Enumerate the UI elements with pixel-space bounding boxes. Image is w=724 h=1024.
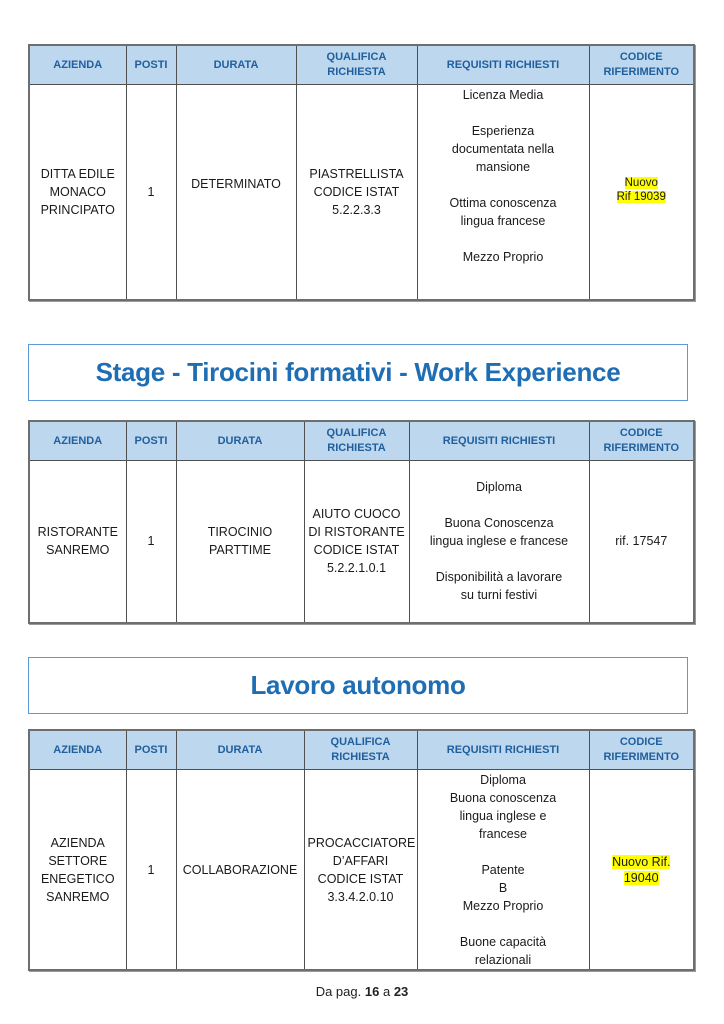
requisito-line: Ottima conoscenza	[449, 196, 557, 210]
table-row	[29, 461, 694, 623]
header-posti: POSTI	[126, 45, 176, 85]
cell-codice	[589, 770, 694, 971]
footer-total-pages: 23	[393, 984, 409, 999]
header-codice	[589, 421, 694, 461]
requisito-line: Buona Conoscenza	[444, 516, 554, 531]
header-qualifica	[304, 421, 409, 461]
cell-requisiti	[417, 770, 589, 971]
footer-separator: a	[382, 984, 391, 999]
requisito-line: Disponibilità a lavorare	[435, 570, 563, 585]
qualifica-line: D’AFFARI	[332, 853, 389, 868]
requisito-line: Mezzo Proprio	[462, 899, 544, 913]
cell-qualifica	[296, 85, 417, 300]
qualifica-line: 5.2.2.1.0.1	[326, 561, 387, 576]
requisito-line: Diploma	[480, 773, 526, 787]
header-codice-line1: CODICE	[619, 51, 663, 63]
requisito-line: B	[498, 881, 508, 895]
azienda-line: SANREMO	[46, 543, 110, 558]
header-azienda: AZIENDA	[29, 421, 126, 461]
section-title-lavoro-autonomo	[28, 657, 688, 714]
codice-highlight-line2: Rif 19039	[616, 190, 666, 203]
job-table-1	[28, 44, 695, 301]
spacer	[421, 843, 586, 861]
header-codice-line1: CODICE	[619, 736, 663, 748]
header-durata: DURATA	[176, 421, 304, 461]
header-qualifica-line1: QUALIFICA	[326, 427, 387, 439]
header-codice-line2: RIFERIMENTO	[603, 66, 680, 78]
section-title-stage	[28, 344, 688, 401]
header-qualifica	[304, 730, 417, 770]
cell-azienda	[29, 85, 126, 300]
qualifica-line: CODICE ISTAT	[313, 543, 400, 558]
cell-qualifica	[304, 770, 417, 971]
cell-qualifica	[304, 461, 409, 623]
cell-posti: 1	[126, 461, 176, 623]
table-header-row	[29, 45, 694, 85]
spacer	[413, 496, 586, 514]
table-header-row	[29, 730, 694, 770]
requisito-line: Esperienza	[471, 124, 535, 138]
header-azienda: AZIENDA	[29, 45, 126, 85]
cell-durata: COLLABORAZIONE	[176, 770, 304, 971]
requisito-line: Buona conoscenza	[449, 791, 557, 805]
azienda-line: SETTORE	[48, 853, 108, 868]
header-durata: DURATA	[176, 45, 296, 85]
header-qualifica	[296, 45, 417, 85]
spacer	[421, 230, 586, 248]
cell-durata	[176, 461, 304, 623]
requisito-line: francese	[479, 827, 527, 841]
azienda-line: ENEGETICO	[40, 871, 115, 886]
azienda-line: SANREMO	[46, 889, 110, 904]
spacer	[421, 176, 586, 194]
header-requisiti: REQUISITI RICHIESTI	[409, 421, 589, 461]
qualifica-line: CODICE ISTAT	[317, 871, 404, 886]
codice-highlight-line1: Nuovo	[624, 176, 658, 189]
azienda-line: AZIENDA	[50, 835, 105, 850]
requisito-line: lingua francese	[460, 214, 546, 228]
cell-posti: 1	[126, 85, 176, 300]
section-title-text: Stage - Tirocini formativi - Work Experience	[95, 357, 621, 387]
requisito-line: relazionali	[474, 953, 532, 967]
requisito-line: Patente	[481, 863, 525, 877]
cell-codice: rif. 17547	[589, 461, 694, 623]
cell-posti: 1	[126, 770, 176, 971]
durata-text: DETERMINATO	[191, 176, 281, 191]
codice-highlight-line1: Nuovo Rif.	[612, 854, 671, 869]
requisito-line: lingua inglese e	[459, 809, 547, 823]
page-footer	[0, 984, 724, 999]
requisito-line: lingua inglese e francese	[429, 534, 569, 549]
header-qualifica-line1: QUALIFICA	[330, 736, 391, 748]
qualifica-line: AIUTO CUOCO	[312, 507, 401, 522]
azienda-line: MONACO	[49, 184, 106, 199]
job-table-3	[28, 729, 695, 971]
header-posti: POSTI	[126, 730, 176, 770]
requisito-line: mansione	[475, 160, 531, 174]
cell-azienda	[29, 461, 126, 623]
cell-codice	[589, 85, 694, 300]
qualifica-line: PROCACCIATORE	[307, 835, 416, 850]
requisito-line: documentata nella	[451, 142, 555, 156]
durata-line: PARTTIME	[208, 543, 272, 558]
header-codice-line2: RIFERIMENTO	[603, 751, 680, 763]
qualifica-line: 5.2.2.3.3	[332, 202, 381, 217]
header-durata: DURATA	[176, 730, 304, 770]
azienda-line: RISTORANTE	[37, 525, 118, 540]
footer-current-page: 16	[364, 984, 380, 999]
requisito-line: Buone capacità	[459, 935, 547, 949]
cell-azienda	[29, 770, 126, 971]
requisito-line: su turni festivi	[460, 588, 538, 603]
table-row	[29, 770, 694, 971]
header-azienda: AZIENDA	[29, 730, 126, 770]
table-row	[29, 85, 694, 300]
footer-prefix: Da pag.	[315, 984, 362, 999]
header-codice	[589, 45, 694, 85]
requisito-line: Diploma	[476, 480, 522, 495]
header-posti: POSTI	[126, 421, 176, 461]
durata-line: TIROCINIO	[207, 525, 273, 540]
cell-durata	[176, 85, 296, 300]
qualifica-line: DI RISTORANTE	[308, 525, 405, 540]
header-qualifica-line1: QUALIFICA	[326, 51, 387, 63]
azienda-line: DITTA EDILE	[40, 166, 115, 181]
codice-highlight-line2: 19040	[623, 870, 659, 885]
azienda-line: PRINCIPATO	[40, 202, 115, 217]
header-requisiti: REQUISITI RICHIESTI	[417, 45, 589, 85]
section-title-text: Lavoro autonomo	[250, 670, 466, 700]
header-codice	[589, 730, 694, 770]
header-qualifica-line2: RICHIESTA	[327, 66, 386, 78]
cell-requisiti	[417, 85, 589, 300]
header-codice-line1: CODICE	[619, 427, 663, 439]
spacer	[421, 104, 586, 122]
qualifica-line: 3.3.4.2.0.10	[327, 889, 394, 904]
header-codice-line2: RIFERIMENTO	[603, 442, 680, 454]
header-qualifica-line2: RICHIESTA	[327, 442, 386, 454]
qualifica-line: PIASTRELLISTA	[309, 166, 404, 181]
qualifica-line: CODICE ISTAT	[313, 184, 400, 199]
header-qualifica-line2: RICHIESTA	[331, 751, 390, 763]
table-header-row	[29, 421, 694, 461]
job-table-2	[28, 420, 695, 624]
requisito-line: Licenza Media	[462, 88, 544, 102]
requisito-line: Mezzo Proprio	[462, 250, 544, 264]
header-requisiti: REQUISITI RICHIESTI	[417, 730, 589, 770]
cell-requisiti	[409, 461, 589, 623]
spacer	[413, 550, 586, 568]
spacer	[421, 915, 586, 933]
